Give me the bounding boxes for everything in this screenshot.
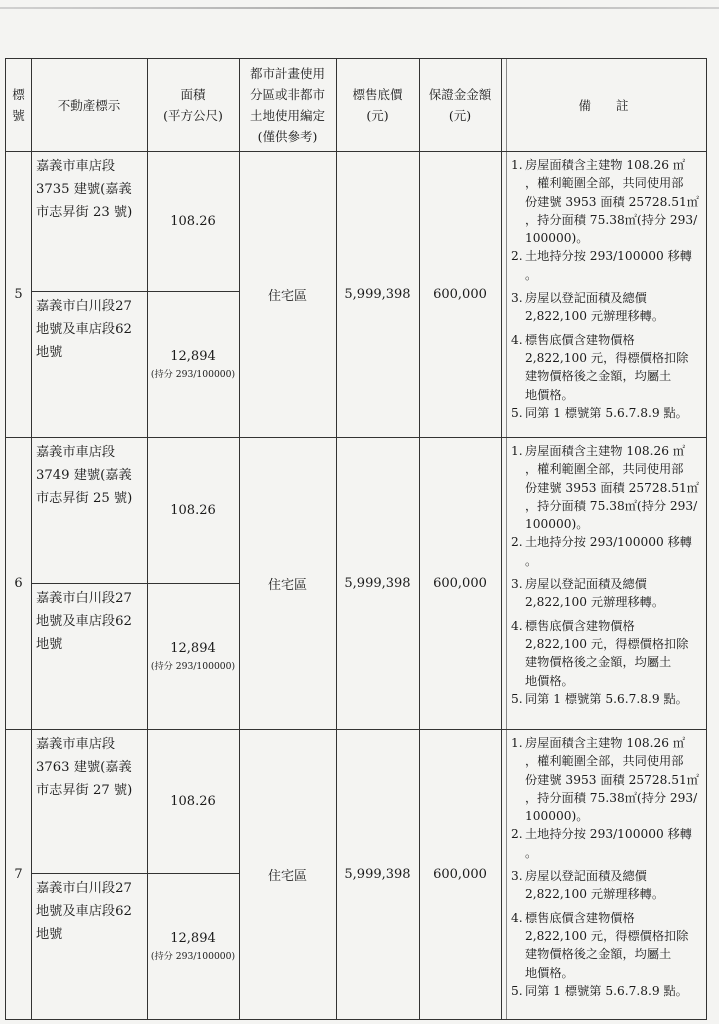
remark-line: ，權利範圍全部，共同使用部 xyxy=(525,754,684,769)
remark-line: 地價格。 xyxy=(525,673,574,688)
building-description-line: 3763 建號(嘉義 xyxy=(36,760,132,775)
remark-number: 1. xyxy=(511,736,523,750)
land-share: (持分 293/100000) xyxy=(150,368,236,380)
remark-item xyxy=(511,404,702,422)
remark-line: 同第 1 標號第 5.6.7.8.9 點。 xyxy=(525,691,688,706)
remark-line: 標售底價含建物價格 xyxy=(525,618,635,633)
remark-line: 房屋以登記面積及總價 xyxy=(525,869,647,884)
remark-line: 。 xyxy=(525,267,538,282)
remark-item xyxy=(511,533,702,570)
remark-line: 建物價格後之金額，均屬土 xyxy=(525,947,672,962)
remark-line: 份建號 3953 面積 25728.51㎡ xyxy=(525,772,699,787)
reserve-price: 5,999,398 xyxy=(344,575,411,591)
remark-line: ，持分面積 75.38㎡(持分 293/ xyxy=(525,790,698,805)
remark-item xyxy=(511,867,702,904)
remark-number: 5. xyxy=(511,983,523,998)
remark-line: 份建號 3953 面積 25728.51㎡ xyxy=(525,480,699,495)
remark-text xyxy=(525,289,702,326)
auction-property-table xyxy=(5,58,707,1020)
sub-row-divider xyxy=(31,583,239,584)
remark-item xyxy=(511,734,702,825)
row-divider xyxy=(6,729,706,730)
remark-line: 土地持分按 293/100000 移轉 xyxy=(525,827,692,842)
remark-number: 5. xyxy=(511,691,523,706)
zoning-value: 住宅區 xyxy=(267,288,307,304)
remark-text xyxy=(525,867,702,904)
remark-line: 100000)。 xyxy=(525,809,589,824)
reserve-price: 5,999,398 xyxy=(344,866,411,882)
remark-number: 5. xyxy=(511,405,523,420)
remark-line: 房屋以登記面積及總價 xyxy=(525,577,647,592)
remarks xyxy=(507,734,706,1016)
remarks xyxy=(507,156,706,434)
col-divider xyxy=(239,59,240,1019)
header-property xyxy=(31,59,147,151)
remark-number: 4. xyxy=(511,332,523,347)
col-divider xyxy=(31,59,32,1019)
land-area-value: 12,894 xyxy=(170,640,216,656)
remark-text xyxy=(525,575,702,612)
remark-text xyxy=(525,247,702,284)
header-zoning-line-3: 土地使用編定 xyxy=(249,108,325,123)
sub-row-divider xyxy=(31,291,239,292)
remark-line: 房屋以登記面積及總價 xyxy=(525,291,647,306)
row-index: 6 xyxy=(14,575,23,591)
header-area xyxy=(147,59,239,151)
land-description-line: 嘉義市白川段27 xyxy=(36,881,132,896)
building-area: 108.26 xyxy=(170,502,216,518)
remarks xyxy=(507,442,706,726)
header-deposit-line-1: 保證金金額 xyxy=(428,87,492,102)
land-description-line: 地號 xyxy=(36,345,63,360)
header-price xyxy=(336,59,419,151)
remark-line: 2,822,100 元，得標價格扣除 xyxy=(525,350,689,365)
remark-text xyxy=(525,982,702,1000)
land-share: (持分 293/100000) xyxy=(150,660,236,672)
land-share: (持分 293/100000) xyxy=(150,950,236,962)
row-index: 7 xyxy=(14,866,23,882)
remark-text xyxy=(525,533,702,570)
remark-line: 2,822,100 元，得標價格扣除 xyxy=(525,636,689,651)
sub-row-divider xyxy=(31,873,239,874)
remark-line: 2,822,100 元，得標價格扣除 xyxy=(525,928,689,943)
header-zoning-line-4: (僅供參考) xyxy=(257,129,318,144)
remark-line: 。 xyxy=(525,553,538,568)
remark-number: 4. xyxy=(511,910,523,925)
remark-item xyxy=(511,575,702,612)
remark-number: 3. xyxy=(511,577,523,592)
header-remarks xyxy=(501,59,706,151)
zoning-value: 住宅區 xyxy=(267,868,307,884)
remark-line: 建物價格後之金額，均屬土 xyxy=(525,369,672,384)
header-index xyxy=(6,59,31,151)
deposit-amount: 600,000 xyxy=(433,286,487,302)
land-area-value: 12,894 xyxy=(170,348,216,364)
scan-top-edge xyxy=(0,7,719,9)
building-description-line: 嘉義市車店段 xyxy=(36,445,116,460)
remark-line: 房屋面積含主建物 108.26 ㎡ xyxy=(525,158,686,172)
building-description xyxy=(31,155,147,287)
land-description-line: 嘉義市白川段27 xyxy=(36,299,132,314)
land-description-line: 地號 xyxy=(36,927,63,942)
remark-item xyxy=(511,982,702,1000)
building-description xyxy=(31,733,147,869)
remark-item xyxy=(511,247,702,284)
header-remarks-text: 備 註 xyxy=(578,97,629,113)
remark-line: 房屋面積含主建物 108.26 ㎡ xyxy=(525,444,686,458)
remark-number: 1. xyxy=(511,158,523,172)
header-index-line-1: 標 xyxy=(12,87,25,102)
building-area: 108.26 xyxy=(170,793,216,809)
col-divider xyxy=(501,59,502,1019)
remark-line: 房屋面積含主建物 108.26 ㎡ xyxy=(525,736,686,750)
land-description-line: 嘉義市白川段27 xyxy=(36,591,132,606)
land-area xyxy=(147,583,239,729)
header-area-line-2: (平方公尺) xyxy=(163,108,223,123)
row-index: 5 xyxy=(14,286,23,302)
remark-text xyxy=(525,825,702,862)
remark-line: 建物價格後之金額，均屬土 xyxy=(525,655,672,670)
remark-line: 同第 1 標號第 5.6.7.8.9 點。 xyxy=(525,405,688,420)
land-description-line: 地號及車店段62 xyxy=(36,904,132,919)
remark-number: 2. xyxy=(511,827,523,842)
remark-line: 份建號 3953 面積 25728.51㎡ xyxy=(525,194,699,209)
remark-item xyxy=(511,331,702,404)
land-area xyxy=(147,291,239,437)
building-description-line: 嘉義市車店段 xyxy=(36,737,116,752)
remark-item xyxy=(511,825,702,862)
remark-line: 。 xyxy=(525,845,538,860)
remark-number: 3. xyxy=(511,291,523,306)
land-description-line: 地號 xyxy=(36,637,63,652)
land-description-line: 地號及車店段62 xyxy=(36,322,132,337)
remark-line: 土地持分按 293/100000 移轉 xyxy=(525,535,692,550)
building-description-line: 市志昇街 23 號) xyxy=(36,205,133,220)
remark-item xyxy=(511,617,702,690)
land-area xyxy=(147,873,239,1019)
remark-text xyxy=(525,690,702,708)
remark-number: 2. xyxy=(511,249,523,264)
remark-line: 2,822,100 元辦理移轉。 xyxy=(525,595,665,610)
remark-text xyxy=(525,734,702,825)
building-area: 108.26 xyxy=(170,213,216,229)
remark-line: ，持分面積 75.38㎡(持分 293/ xyxy=(525,212,698,227)
remark-line: 地價格。 xyxy=(525,965,574,980)
remark-line: 同第 1 標號第 5.6.7.8.9 點。 xyxy=(525,983,688,998)
remark-line: ，權利範圍全部，共同使用部 xyxy=(525,176,684,191)
land-description-line: 地號及車店段62 xyxy=(36,614,132,629)
building-description-line: 市志昇街 27 號) xyxy=(36,783,133,798)
remark-line: 地價格。 xyxy=(525,387,574,402)
remark-text xyxy=(525,404,702,422)
building-description-line: 3735 建號(嘉義 xyxy=(36,182,132,197)
remark-text xyxy=(525,156,702,247)
header-zoning xyxy=(239,59,336,151)
col-divider xyxy=(336,59,337,1019)
header-zoning-line-2: 分區或非都市 xyxy=(249,87,325,102)
remark-line: 標售底價含建物價格 xyxy=(525,910,635,925)
remark-line: ，持分面積 75.38㎡(持分 293/ xyxy=(525,498,698,513)
header-zoning-line-1: 都市計畫使用 xyxy=(249,66,325,81)
building-description-line: 3749 建號(嘉義 xyxy=(36,468,132,483)
header-price-line-1: 標售底價 xyxy=(352,87,403,102)
remark-text xyxy=(525,442,702,533)
remark-line: 100000)。 xyxy=(525,517,589,532)
remark-line: 標售底價含建物價格 xyxy=(525,332,635,347)
reserve-price: 5,999,398 xyxy=(344,286,411,302)
land-description xyxy=(31,587,147,725)
remark-item xyxy=(511,690,702,708)
header-property-text: 不動產標示 xyxy=(57,97,121,113)
remark-number: 4. xyxy=(511,618,523,633)
remark-text xyxy=(525,331,702,404)
row-divider xyxy=(6,437,706,438)
building-description-line: 市志昇街 25 號) xyxy=(36,491,133,506)
col-divider xyxy=(419,59,420,1019)
remark-number: 1. xyxy=(511,444,523,458)
land-description xyxy=(31,295,147,433)
land-description xyxy=(31,877,147,1015)
remark-line: ，權利範圍全部，共同使用部 xyxy=(525,462,684,477)
header-deposit xyxy=(419,59,501,151)
remark-number: 3. xyxy=(511,869,523,884)
remark-text xyxy=(525,909,702,982)
deposit-amount: 600,000 xyxy=(433,575,487,591)
header-divider xyxy=(6,151,706,152)
header-price-line-2: (元) xyxy=(366,108,389,123)
remark-text xyxy=(525,617,702,690)
remark-item xyxy=(511,909,702,982)
remark-item xyxy=(511,289,702,326)
header-index-line-2: 號 xyxy=(12,108,25,123)
deposit-amount: 600,000 xyxy=(433,866,487,882)
header-deposit-line-2: (元) xyxy=(448,108,472,123)
col-divider xyxy=(147,59,148,1019)
building-description xyxy=(31,441,147,579)
header-area-line-1: 面積 xyxy=(180,87,206,102)
zoning-value: 住宅區 xyxy=(267,577,307,593)
remark-line: 2,822,100 元辦理移轉。 xyxy=(525,309,665,324)
remark-item xyxy=(511,442,702,533)
remark-line: 土地持分按 293/100000 移轉 xyxy=(525,249,692,264)
remark-item xyxy=(511,156,702,247)
remark-line: 100000)。 xyxy=(525,231,589,246)
building-description-line: 嘉義市車店段 xyxy=(36,159,116,174)
remark-line: 2,822,100 元辦理移轉。 xyxy=(525,887,665,902)
remark-number: 2. xyxy=(511,535,523,550)
col-divider-double xyxy=(506,59,507,1019)
land-area-value: 12,894 xyxy=(170,930,216,946)
